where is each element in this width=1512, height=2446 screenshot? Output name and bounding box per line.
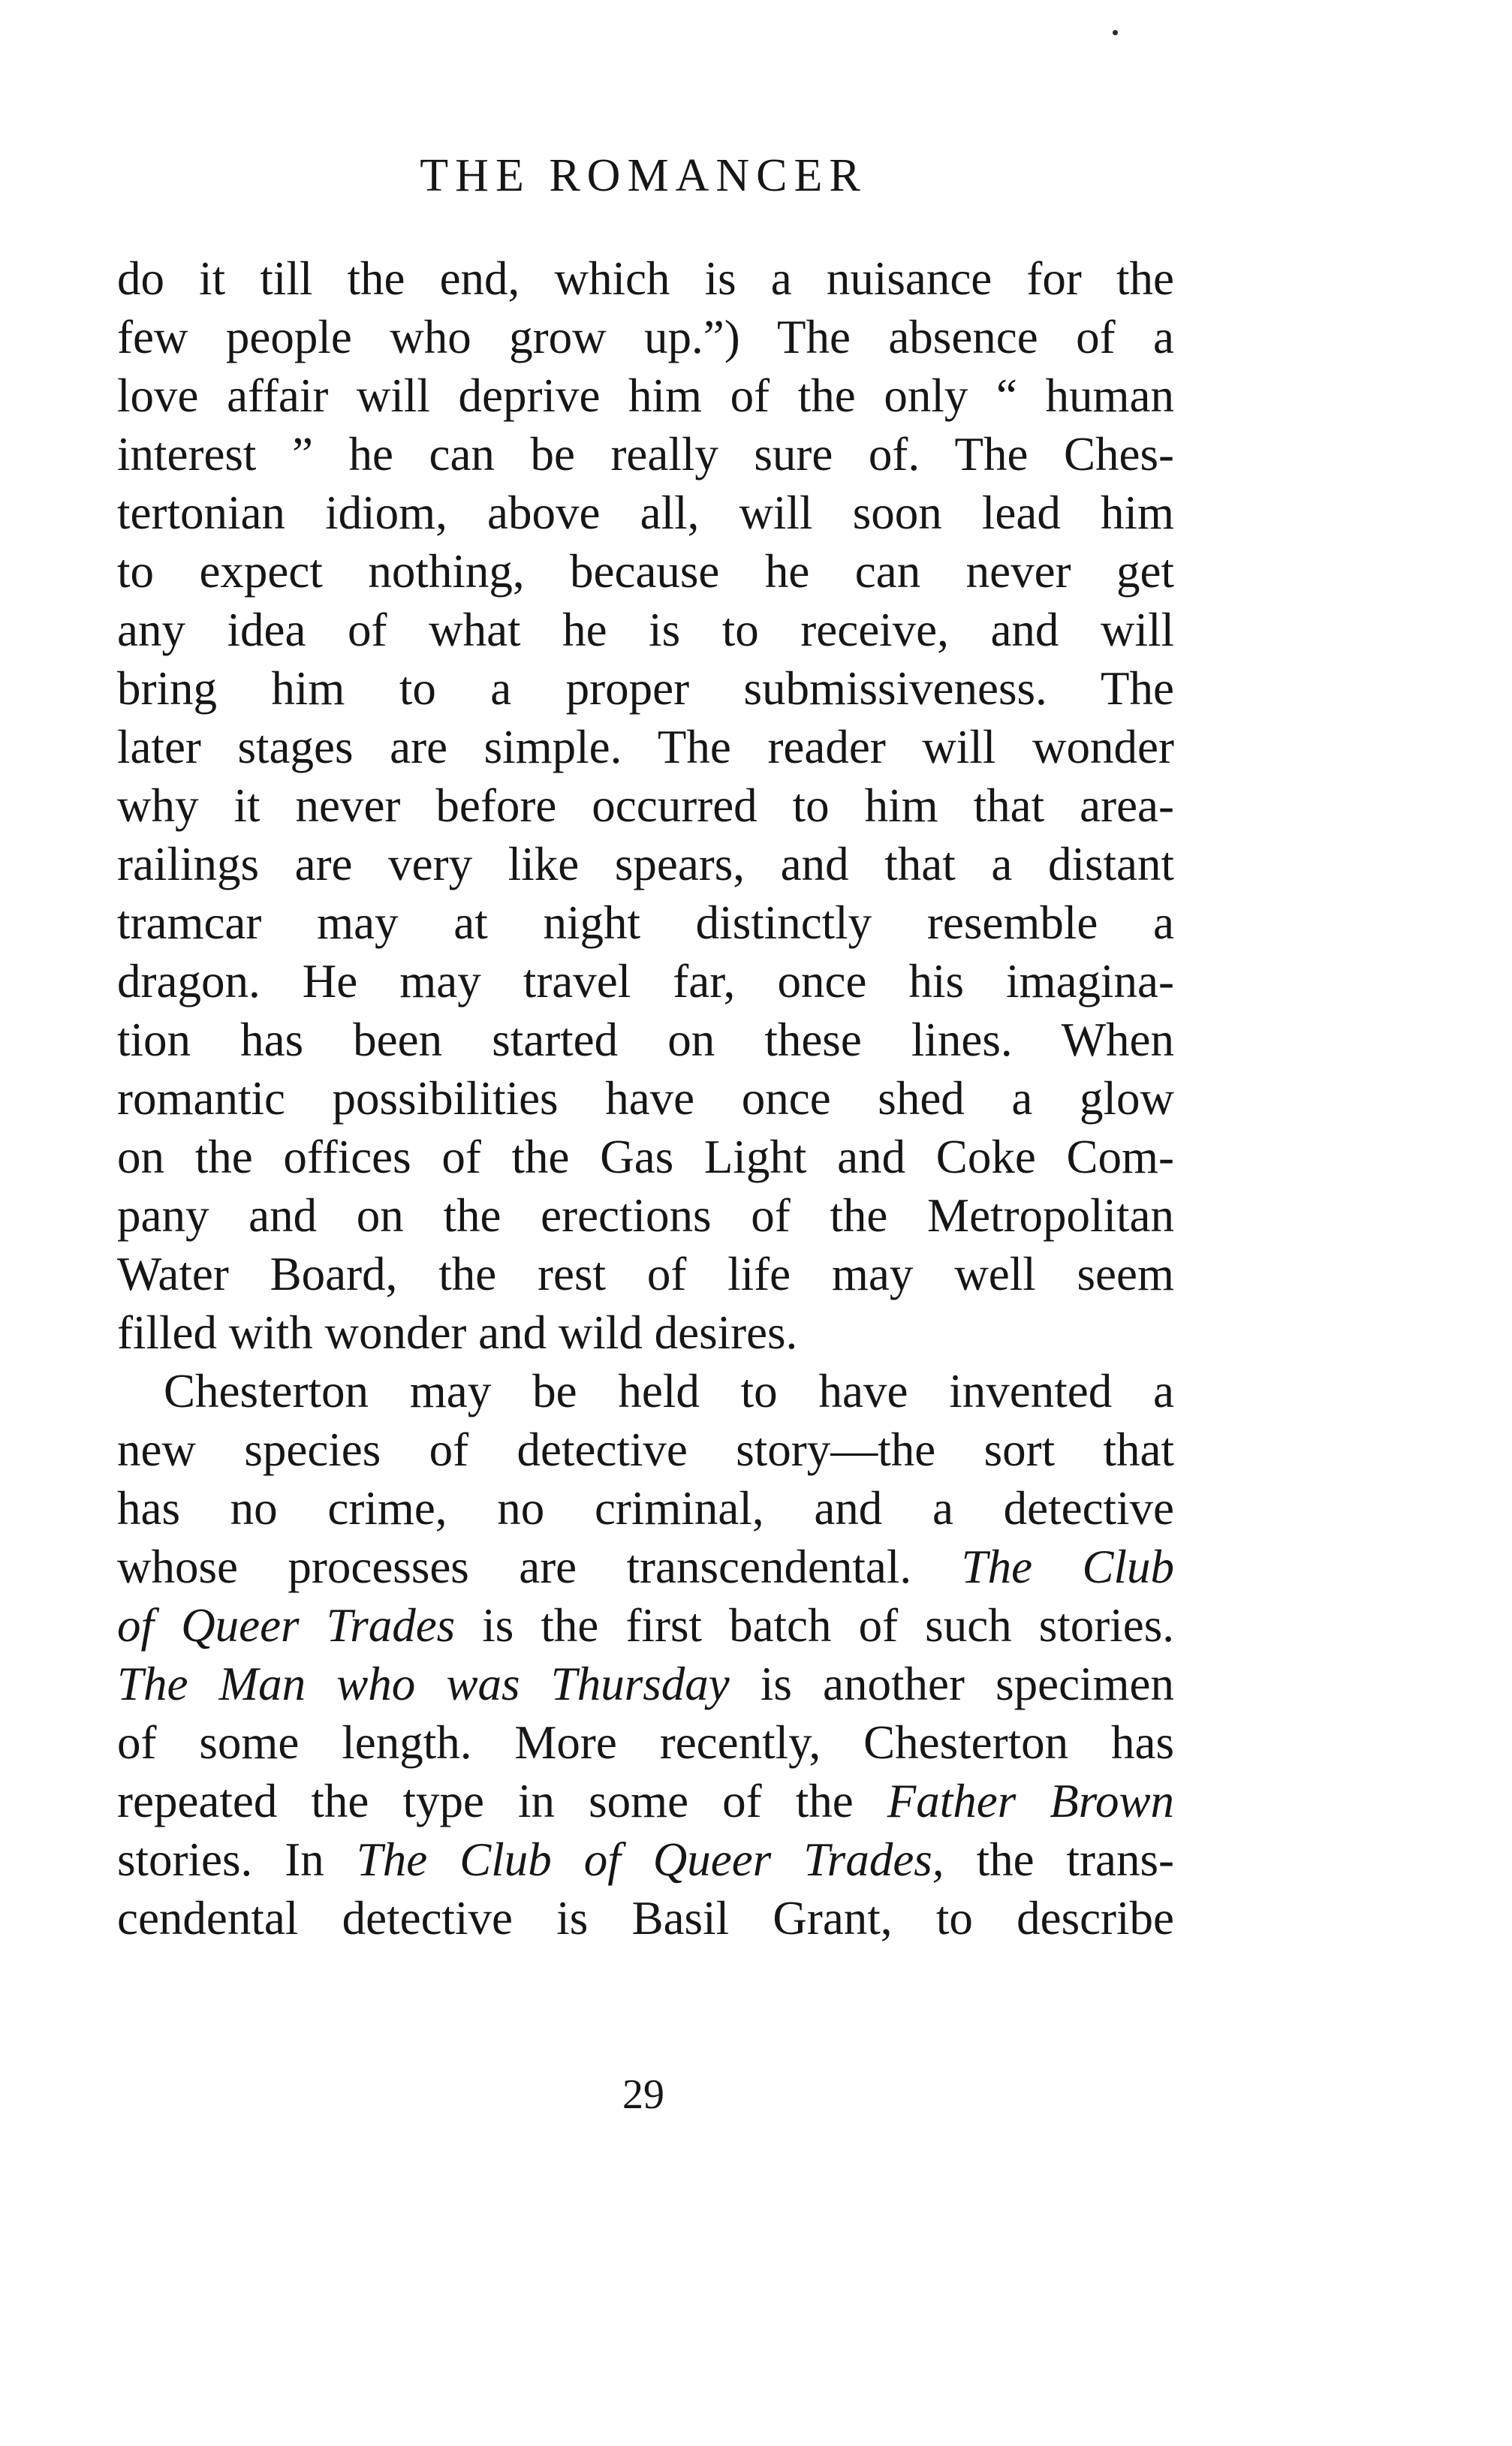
italic-title: Father Brown: [887, 1775, 1174, 1827]
text-segment: whose processes are transcendental.: [117, 1541, 962, 1593]
text-segment: is another specimen: [729, 1658, 1174, 1710]
italic-title: The Club: [961, 1541, 1174, 1593]
text-line: why it never before occurred to him that area-: [117, 779, 1174, 832]
italic-title: The Club of Queer Trades,: [356, 1833, 944, 1886]
text-line: dragon. He may travel far, once his imagina-: [117, 955, 1174, 1008]
page-number: 29: [622, 2071, 664, 2118]
text-line: [117, 1362, 1174, 1420]
text-line: filled with wonder and wild desires.: [117, 1306, 798, 1359]
text-line: [117, 1772, 1174, 1830]
text-segment: Chesterton may be held to have invented a: [164, 1365, 1174, 1417]
text-line: love affair will deprive him of the only “ human: [117, 369, 1174, 422]
text-line: pany and on the erections of the Metropolitan: [117, 1189, 1174, 1242]
text-line: [117, 1538, 1174, 1596]
text-line: bring him to a proper submissiveness. The: [117, 662, 1174, 715]
italic-title: The Man who was Thursday: [117, 1658, 730, 1710]
text-line: [117, 1479, 1174, 1538]
text-segment: of some length. More recently, Chesterton has: [117, 1716, 1174, 1769]
text-line: interest ” he can be really sure of. The Ches-: [117, 428, 1174, 480]
italic-title: of Queer Trades: [117, 1599, 456, 1652]
print-speck: [1113, 30, 1118, 35]
text-line: tramcar may at night distinctly resemble a: [117, 896, 1174, 949]
body-text: [117, 249, 1174, 1947]
text-line: railings are very like spears, and that a distant: [117, 838, 1174, 890]
text-line: [117, 1713, 1174, 1772]
text-line: [117, 1889, 1174, 1947]
text-line: to expect nothing, because he can never get: [117, 545, 1174, 598]
text-line: any idea of what he is to receive, and will: [117, 604, 1174, 656]
text-line: later stages are simple. The reader will wonder: [117, 721, 1174, 773]
running-head: THE ROMANCER: [420, 150, 867, 201]
text-segment: stories. In: [117, 1833, 357, 1886]
text-segment: cendental detective is Basil Grant, to describe: [117, 1892, 1174, 1944]
paragraph: [117, 249, 1174, 1362]
text-segment: has no crime, no criminal, and a detective: [117, 1482, 1174, 1535]
text-line: romantic possibilities have once shed a glow: [117, 1072, 1174, 1125]
text-line: do it till the end, which is a nuisance for the: [117, 252, 1174, 305]
text-segment: is the first batch of such stories.: [455, 1599, 1174, 1652]
text-line: [117, 1830, 1174, 1889]
text-line: [117, 1420, 1174, 1479]
text-line: [117, 1655, 1174, 1713]
text-segment: new species of detective story—the sort that: [117, 1423, 1174, 1476]
text-line: few people who grow up.”) The absence of a: [117, 311, 1174, 363]
text-segment: the trans-: [944, 1833, 1174, 1886]
text-line: Water Board, the rest of life may well seem: [117, 1248, 1174, 1300]
text-line: on the offices of the Gas Light and Coke Com-: [117, 1131, 1174, 1183]
paragraph: [117, 1362, 1174, 1947]
text-line: tion has been started on these lines. When: [117, 1014, 1174, 1066]
text-segment: repeated the type in some of the: [117, 1775, 887, 1827]
text-line: tertonian idiom, above all, will soon lead him: [117, 486, 1174, 539]
text-line: [117, 1596, 1174, 1655]
